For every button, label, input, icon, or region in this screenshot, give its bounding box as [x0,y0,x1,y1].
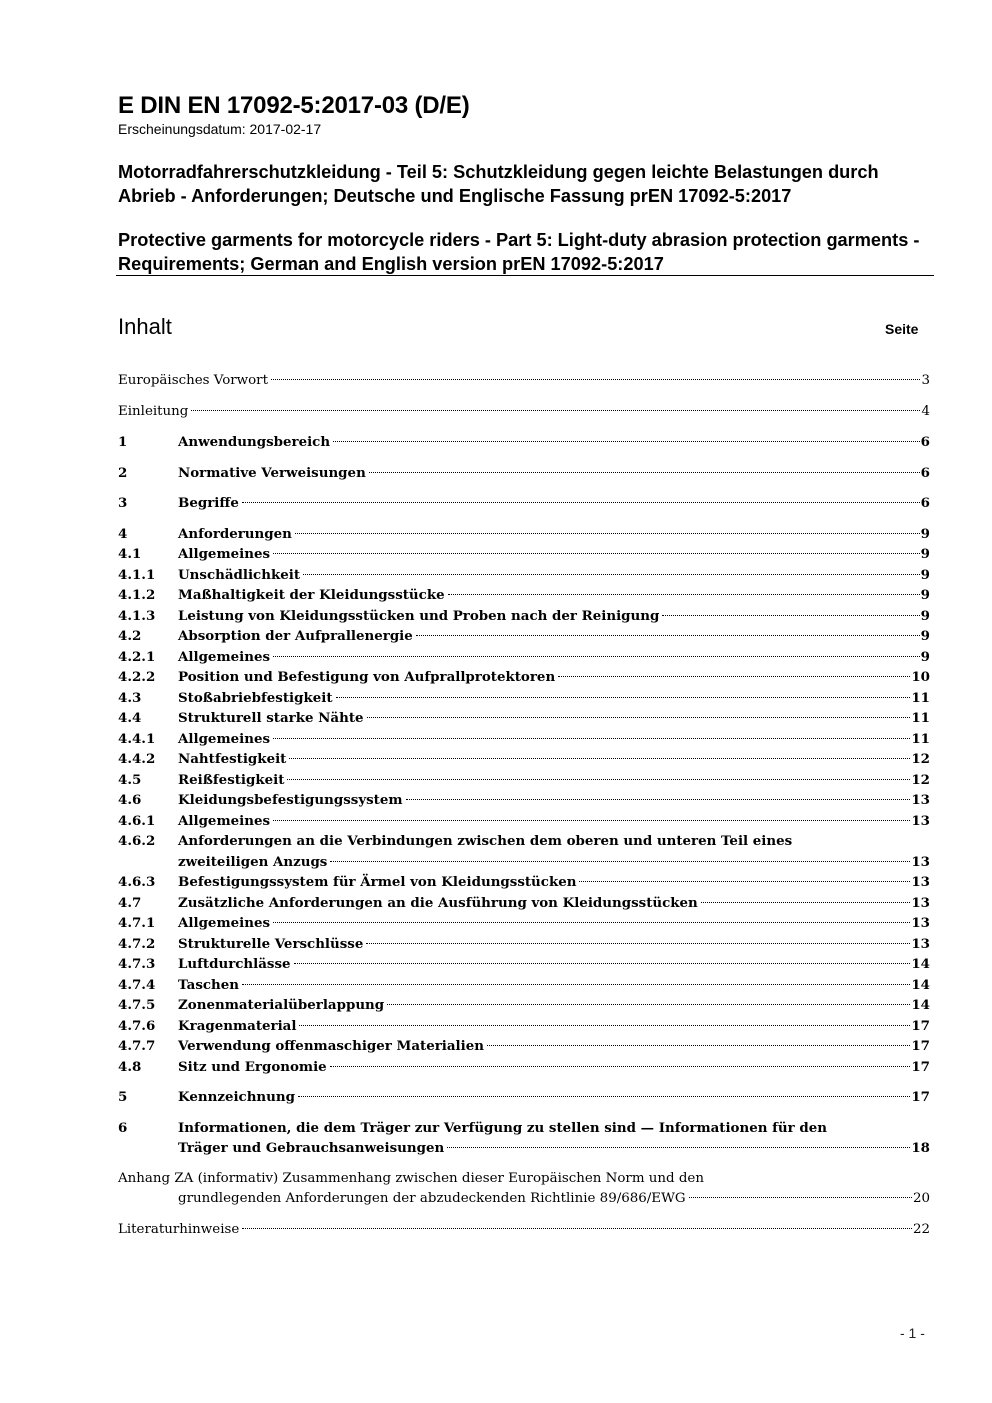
toc-entry-number: 1 [118,434,128,450]
toc-entry-page: 13 [911,874,930,890]
toc-entry-page: 9 [920,587,930,603]
toc-entry-title: Verwendung offenmaschiger Materialien [178,1038,484,1054]
toc-entry[interactable] [118,544,930,565]
table-of-contents [118,371,930,1240]
toc-entry-number: 4.2 [118,628,142,644]
toc-entry-title: Allgemeines [178,812,271,829]
toc-entry[interactable] [118,831,930,852]
toc-leader [336,697,911,698]
toc-entry-page: 14 [911,997,930,1013]
toc-entry[interactable] [118,749,930,770]
toc-entry-page: 6 [920,434,930,450]
toc-entry-number: 4.7 [118,894,142,911]
toc-entry[interactable] [118,811,930,832]
toc-entry-page: 11 [911,689,930,706]
toc-leader [689,1197,912,1198]
toc-entry[interactable] [118,585,930,606]
toc-entry[interactable] [118,565,930,586]
toc-entry[interactable] [118,1220,930,1241]
toc-entry-title: Normative Verweisungen [178,464,366,481]
toc-entry-number: 4.8 [118,1058,142,1075]
toc-entry-title: Zusätzliche Anforderungen an die Ausführung von Kleidungsstücken [178,894,698,911]
toc-entry-title: Leistung von Kleidungsstücken und Proben nach der Reinigung [178,607,660,624]
toc-entry-number: 4.1.1 [118,566,156,583]
toc-leader [273,922,910,923]
toc-entry-page: 13 [911,894,930,911]
toc-entry-number: 4.7.5 [118,997,156,1013]
toc-leader [447,1147,910,1148]
toc-leader [558,676,910,677]
toc-entry[interactable] [118,626,930,647]
toc-entry-title: Allgemeines [178,730,271,747]
toc-entry-page: 22 [912,1221,930,1237]
toc-entry-title: Position und Befestigung von Aufprallprotektoren [178,669,556,685]
toc-entry-title: Allgemeines [178,648,271,665]
toc-entry-title: Informationen, die dem Träger zur Verfügung zu stellen sind — Informationen für den [178,1119,827,1136]
toc-entry-title: Allgemeines [178,546,271,562]
toc-entry-page: 13 [911,853,930,870]
toc-entry[interactable] [118,1169,930,1190]
toc-entry-continuation[interactable] [118,852,930,873]
toc-leader [369,472,920,473]
toc-entry[interactable] [118,606,930,627]
toc-entry[interactable] [118,1016,930,1037]
toc-entry-title-continued: grundlegenden Anforderungen der abzudeckenden Richtlinie 89/686/EWG [178,1191,686,1206]
toc-entry[interactable] [118,729,930,750]
toc-leader [298,1096,910,1097]
toc-entry[interactable] [118,1118,930,1139]
toc-entry-number: 4.1.2 [118,587,156,603]
title-german: Motorradfahrerschutzkleidung - Teil 5: Schutzkleidung gegen leichte Belastungen durch Abrieb - Anforderungen; Deutsche und Englische Fassung prEN 17092-5:2017 [118,162,879,206]
toc-entry-page: 17 [911,1038,930,1054]
toc-heading: Inhalt [118,314,172,339]
toc-entry-title: Literaturhinweise [118,1221,240,1237]
toc-leader [273,656,920,657]
toc-entry-title: Allgemeines [178,915,271,931]
toc-entry[interactable] [118,975,930,996]
toc-entry-number: 4.6 [118,792,142,808]
toc-entry-title: Anforderungen an die Verbindungen zwischen dem oberen und unteren Teil eines [178,833,793,849]
toc-entry-number: 4.6.3 [118,874,156,890]
toc-entry-title: Kragenmaterial [178,1017,297,1034]
toc-entry-page: 13 [911,935,930,952]
toc-leader [191,410,920,411]
toc-entry-title: Absorption der Aufprallenergie [178,628,413,644]
toc-entry-number: 4.7.1 [118,915,156,931]
toc-entry-page: 12 [911,771,930,788]
toc-entry-title: Sitz und Ergonomie [178,1058,327,1075]
toc-entry-title: Befestigungssystem für Ärmel von Kleidungsstücken [178,874,577,890]
toc-entry-number: 4.4.1 [118,730,156,747]
toc-entry[interactable] [118,1087,930,1108]
toc-entry-number: 6 [118,1119,128,1136]
toc-entry-page: 18 [911,1140,930,1156]
toc-entry[interactable] [118,708,930,729]
toc-leader [242,984,910,985]
toc-entry-continuation[interactable] [118,1138,930,1159]
toc-leader [294,963,911,964]
toc-entry-number: 4.7.4 [118,976,156,993]
toc-entry[interactable] [118,432,930,453]
toc-entry-page: 10 [911,669,930,685]
toc-entry-title: Kennzeichnung [178,1089,296,1105]
toc-entry-title: Stoßabriebfestigkeit [178,689,333,706]
toc-leader [701,902,911,903]
toc-leader [448,594,920,595]
toc-entry-title: Maßhaltigkeit der Kleidungsstücke [178,587,445,603]
toc-entry[interactable] [118,402,930,423]
toc-entry-number: 5 [118,1089,128,1105]
toc-entry-title: Strukturelle Verschlüsse [178,935,364,952]
toc-entry-page: 6 [920,464,930,481]
toc-entry-page: 3 [921,373,930,388]
page-number: - 1 - [900,1325,925,1341]
toc-entry-page: 9 [920,566,930,583]
toc-entry-page: 14 [911,976,930,993]
toc-entry-title: Luftdurchlässe [178,956,291,972]
toc-entry-page: 13 [911,812,930,829]
toc-leader [289,758,910,759]
toc-entry-page: 11 [911,730,930,747]
toc-entry-page: 9 [920,546,930,562]
toc-page-column-label: Seite [885,321,919,337]
toc-leader [366,943,910,944]
toc-entry-title: Strukturell starke Nähte [178,710,364,726]
toc-entry-page: 17 [911,1058,930,1075]
toc-entry[interactable] [118,647,930,668]
toc-entry-continuation[interactable] [118,1189,930,1210]
toc-entry-title: Unschädlichkeit [178,566,301,583]
toc-entry-title: Nahtfestigkeit [178,751,287,767]
toc-entry-number: 4.4 [118,710,142,726]
toc-entry[interactable] [118,688,930,709]
toc-entry-page: 9 [920,525,930,542]
toc-entry-number: 4.7.7 [118,1038,156,1054]
toc-entry-page: 6 [920,495,930,511]
toc-leader [273,738,910,739]
toc-leader [273,553,920,554]
toc-entry[interactable] [118,954,930,975]
toc-entry-page: 4 [921,403,930,419]
toc-entry-page: 13 [911,792,930,808]
toc-leader [662,615,919,616]
toc-entry-title: Begriffe [178,495,239,511]
toc-entry[interactable] [118,770,930,791]
toc-entry-page: 9 [920,648,930,665]
header-divider [116,275,934,276]
toc-entry[interactable] [118,913,930,934]
toc-entry-page: 20 [912,1191,930,1206]
toc-leader [287,779,910,780]
toc-leader [242,502,920,503]
toc-entry-title: Kleidungsbefestigungssystem [178,792,403,808]
toc-leader [273,820,910,821]
toc-entry[interactable] [118,995,930,1016]
toc-leader [367,717,911,718]
toc-entry-number: 4.2.2 [118,669,156,685]
toc-entry-number: 4.7.6 [118,1017,156,1034]
toc-entry-number: 4.5 [118,771,142,788]
toc-entry-title: Anforderungen [178,525,292,542]
toc-leader [330,1066,911,1067]
title-english: Protective garments for motorcycle riders - Part 5: Light-duty abrasion protection garments - Requirements; German and English version prEN 17092-5:2017 [118,230,920,274]
toc-entry[interactable] [118,371,930,392]
toc-entry[interactable] [118,1036,930,1057]
toc-leader [387,1004,910,1005]
toc-entry-title: Taschen [178,976,240,993]
toc-leader [416,635,920,636]
toc-entry-number: 4.6.2 [118,833,156,849]
toc-entry-number: 2 [118,464,128,481]
toc-entry-number: 4.4.2 [118,751,156,767]
toc-entry-page: 9 [920,628,930,644]
toc-entry-page: 17 [911,1017,930,1034]
document-id: E DIN EN 17092-5:2017-03 (D/E) [118,92,470,119]
toc-entry-page: 17 [911,1089,930,1105]
toc-leader [303,574,920,575]
toc-entry-number: 4.7.3 [118,956,156,972]
toc-entry-title: Anwendungsbereich [178,434,331,450]
toc-entry-page: 14 [911,956,930,972]
toc-entry-page: 11 [911,710,930,726]
toc-leader [579,881,910,882]
toc-entry-page: 9 [920,607,930,624]
toc-entry[interactable] [118,463,930,484]
toc-entry-number: 4.6.1 [118,812,156,829]
toc-leader [295,533,920,534]
toc-entry-title-continued: zweiteiligen Anzugs [178,853,328,870]
toc-entry-title: Europäisches Vorwort [118,373,268,388]
toc-entry-number: 3 [118,495,128,511]
toc-leader [299,1025,910,1026]
toc-leader [330,861,910,862]
toc-entry-number: 4 [118,525,128,542]
toc-entry[interactable] [118,893,930,914]
toc-entry-page: 13 [911,915,930,931]
toc-entry-number: 4.3 [118,689,142,706]
toc-leader [333,441,920,442]
toc-entry[interactable] [118,667,930,688]
toc-entry[interactable] [118,872,930,893]
toc-entry-page: 12 [911,751,930,767]
toc-entry-number: 4.1 [118,546,142,562]
toc-entry[interactable] [118,1057,930,1078]
toc-leader [487,1045,910,1046]
toc-entry-title: Zonenmaterialüberlappung [178,997,385,1013]
toc-entry[interactable] [118,493,930,514]
toc-leader [242,1228,912,1229]
toc-entry-title: Anhang ZA (informativ) Zusammenhang zwischen dieser Europäischen Norm und den [118,1170,704,1186]
toc-entry-title-continued: Träger und Gebrauchsanweisungen [178,1140,445,1156]
toc-entry-number: 4.1.3 [118,607,156,624]
toc-entry[interactable] [118,790,930,811]
toc-entry-number: 4.7.2 [118,935,156,952]
toc-entry-number: 4.2.1 [118,648,156,665]
toc-entry[interactable] [118,934,930,955]
toc-entry-title: Reißfestigkeit [178,771,285,788]
toc-entry[interactable] [118,524,930,545]
toc-leader [271,379,921,380]
publication-date: Erscheinungsdatum: 2017-02-17 [118,121,322,137]
toc-entry-title: Einleitung [118,403,189,419]
toc-leader [406,799,911,800]
